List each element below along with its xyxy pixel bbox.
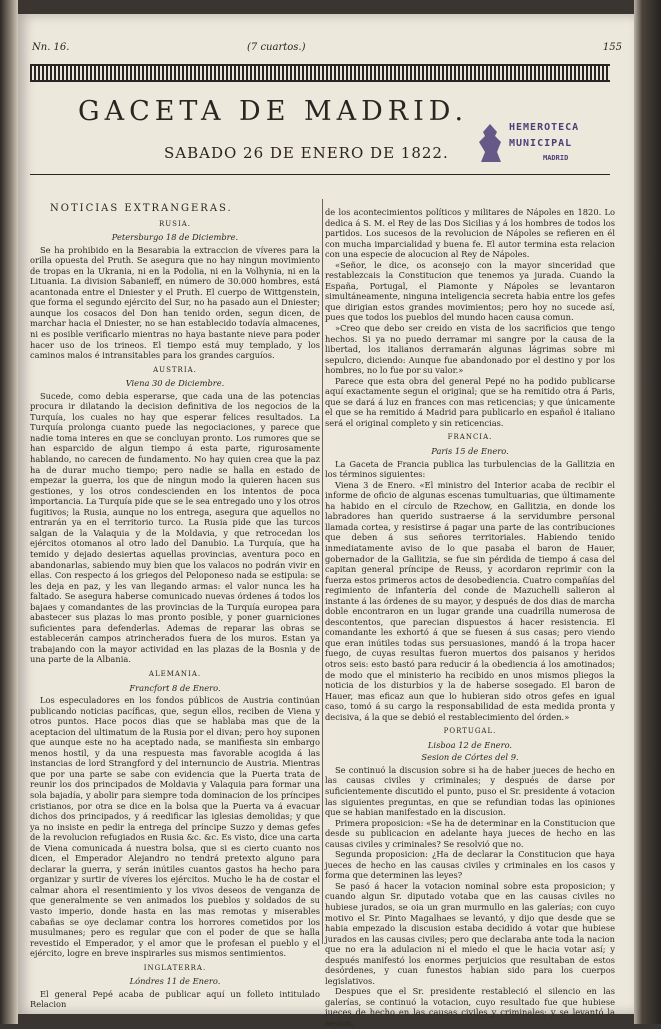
price: (7 cuartos.) [247, 42, 306, 53]
section-francia: FRANCIA. [447, 433, 493, 442]
article-paragraph: Despues que el Sr. presidente restableció el silencio en las galerías, se continuó la votacion, cuyo resultado fue que hubiese jueces de hecho en las causas civiles y criminales; y se levantó la sesion. [325, 986, 615, 1029]
article-paragraph: Viena 3 de Enero. «El ministro del Interior acaba de recibir el informe de oficio de algunas escenas tumultuarias, que últimamente ha habido en el círculo de Rzechow, en Gallitzia, en donde los labradores han querido sustraerse á la servidumbre personal llamada cortea, y resistirse á pagar una parte de las contribuciones que deben á sus señores territoriales. Habiendo tenido inmediatamente aviso de lo que pasaba el baron de Hauer, gobernador de la Gallitzia, se fue sin pérdida de tiempo á casa del capitan general príncipe de Reuss, y acordaron reprimir con la fuerza estos primeros actos de desobediencia. Cuatro compañías del regimiento de infantería del conde de Mazuchelli salieron al instante á las órdenes de su mayor, y después de dos dias de marcha doble encontraron en un lugar grande una cuadrilla numerosa de descontentos, que parecian dispuestos á hacer resistencia. El comandante les exhortó á que se fuesen á sus casas; pero viendo que eran inútiles todas sus persuasiones, mandó á la tropa hacer fuego, de cuyas resultas fueron muertos dos paisanos y heridos otros seis: esto bastó para reducir á la obediencia á los amotinados; de modo que el ministerio ha recibido en unos mismos pliegos la noticia de los disturbios y la de haberse sosegado. El baron de Hauer, mas eficaz aun que lo hubieran sido otros gefes en igual caso, tomó á su cargo la responsabilidad de esta medida pronta y decisiva, á la que se debió el restablecimiento del órden.» [325, 479, 615, 722]
dateline: Paris 15 de Enero. [431, 446, 509, 457]
header-divider [30, 174, 610, 175]
section-portugal: PORTUGAL. [443, 727, 497, 736]
article-paragraph: Se continuó la discusion sobre si ha de haber jueces de hecho en las causas civiles y criminales; y después de darse por suficientemente discutido el punto, puso el Sr. presidente á votacion las siguientes preguntas, en que se refundian todas las opiniones que se habian manifestado en la discusion. [325, 764, 615, 818]
stamp-line-3: MADRID [543, 154, 569, 162]
article-paragraph: Sucede, como debia esperarse, que cada una de las potencias procura ir dilatando la decision definitiva de los negocios de la Turquía, los cuales no hay que esperar felices resultados. La Turquía prolonga cuanto puede las negociaciones, y parece que nadie toma interes en que se concluyan pronto. Los rumores que se han esparcido de algun tiempo á esta parte, rigurosamente hablando, no carecen de fundamento. No hay quien crea que la paz ha de durar mucho tiempo; pero nadie se halla en estado de empezar la guerra, los que de ningun modo la quieren hacen sus gestiones, y los otros condescienden en los intentos de poca importancia. La Turquía pide que se le sea entregado uno y los otros fugitivos; la Rusia, aunque no los entrega, asegura que aquellos no entrarán ya en el territorio turco. La Rusia pide que las turcos salgan de la Valaquia y de la Moldavia, y que retrocedan los ejércitos otomanos al otro lado del Danubio. La Turquía, que ha temido y dejado desiertas aquellas provincias, aventura poco en abandonarlas, sabiendo muy bien que los valacos no podrán vivir en ellas. Con respecto á los griegos del Peloponeso nada se estipula: se les deja en paz, y les van llegando armas: el valor nunca les ha faltado. Se asegura haberse comunicado nuevas órdenes á todos los bajaes y comandantes de las provincias de la Turquía europea para abastecer sus plazas lo mas pronto posible, y poner guarniciones suficientes para defenderlas. Ademas de reparar las obras se establecerán campos atrincherados fuera de los muros. Estan ya trabajando con la mayor actividad en las plazas de la Bosnia y de una parte de la Albania. [30, 390, 320, 665]
article-paragraph: Se pasó á hacer la votacion nominal sobre esta proposicion; y cuando algun Sr. diputado votaba que en las causas civiles no hubiese jurados, se oia un gran murmullo en las galerías; con cuyo motivo el Sr. Pinto Magalhaes se levantó, y dijo que desde que se habia empezado la discusion estaba decidido á votar que hubiese jurados en las causas civiles; pero que declaraba ante toda la nacion que no era la adulacion ni el miedo el que le hacia votar así; y después manifestó los enormes perjuicios que resultaban de estos desórdenes, y cuan funestos habian sido para los cuerpos legislativos. [325, 880, 615, 986]
masthead-title: GACETA DE MADRID. [78, 96, 469, 127]
article-paragraph: Parece que esta obra del general Pepé no ha podido publicarse aquí exactamente segun el original; que se ha remitido otra á Paris, que se dará á luz en frances con mas reticencias; y que únicamente el que se ha remitido á Madrid para publicarlo en español é italiano será el original completo y sin reticencias. [325, 375, 615, 428]
newspaper-page [18, 14, 634, 1029]
article-paragraph: El general Pepé acaba de publicar aquí un folleto intitulado Relacion [30, 988, 320, 1010]
dateline: Francfort 8 de Enero. [129, 682, 221, 693]
session-subheading: Sesion de Córtes del 9. [421, 752, 519, 763]
article-paragraph: La Gaceta de Francia publica las turbulencias de la Gallitzia en los términos siguientes: [325, 458, 615, 480]
article-paragraph: de los acontecimientos políticos y militares de Nápoles en 1820. Lo dedica á S. M. el Rey de las Dos Sicilias y á los hombres de todos los partidos. Los sucesos de la revolucion de Nápoles se refieren en él con mucha imparcialidad y buena fe. El autor termina esta relacion con una especie de alocucion al Rey de Nápoles. [325, 207, 615, 260]
section-austria: AUSTRIA. [153, 365, 197, 374]
dateline: Petersburgo 18 de Diciembre. [111, 232, 239, 243]
article-paragraph: »Creo que debo ser creido en vista de los sacrificios que tengo hechos. Si ya no puedo derramar mi sangre por la causa de la libertad, los italianos derramarán algunas lágrimas sobre mi sepulcro, diciendo: Aunque fue abandonado por el destino y por los hombres, no lo fue por su valor.» [325, 323, 615, 376]
right-column [325, 207, 615, 1029]
dateline: Lisboa 12 de Enero. [427, 739, 513, 750]
article-paragraph: Se ha prohibido en la Besarabia la extraccion de víveres para la orilla opuesta del Pruth. Se asegura que no hay ningun movimiento de tropas en la Ukrania, ni en la Podolia, ni en la Volhynia, ni en la Lituania. La division Sabanieff, en número de 30.000 hombres, está acantonada entre el Dniester y el Pruth. El cuerpo de Wittgenstein, que forma el segundo ejército del Sur, no ha pasado aun el Dniester; aunque los cosacos del Don han tenido orden, segun dicen, de marchar hacia el Dniester, no se han establecido todavía almacenes, ni es posible verificarlo mientras no haya bastante nieve para poder hacer uso de los trineos. El tiempo está muy templado, y los caminos malos é intransitables para los grandes carguíos. [30, 244, 320, 361]
issue-date: SABADO 26 DE ENERO DE 1822. [164, 144, 449, 162]
page-number: 155 [602, 42, 622, 53]
page-edge [634, 0, 661, 1024]
article-paragraph: «Señor, le dice, os aconsejo con la mayor sinceridad que restablezcais la Constitucion que tenemos ya jurada. Cuando la España, Portugal, el Piamonte y Nápoles se levantaron simultáneamente, ninguna inteligencia secreta habia entre los gefes que dirigian estos grandes movimientos; pero hoy no sucede así, pues que todos los pueblos del mundo hacen causa comun. [325, 259, 615, 323]
left-column [30, 204, 320, 1010]
article-paragraph: Primera proposicion: «Se ha de determinar en la Constitucion que desde su publicacion en adelante haya jueces de hecho en las causas civiles y criminales? Se resolvió que no. [325, 817, 615, 849]
stamp-line-2: MUNICIPAL [509, 138, 573, 149]
dateline: Lóndres 11 de Enero. [129, 976, 221, 987]
issue-number: Nn. 16. [32, 42, 70, 53]
page-header [32, 42, 622, 58]
section-heading: NOTICIAS EXTRANGERAS. [50, 203, 233, 214]
section-rusia: RUSIA. [158, 219, 191, 228]
article-paragraph: Los especuladores en los fondos públicos de Austria continúan publicando noticias pacíficas, que, segun ellos, reciben de Viena y otros puntos. Hace pocos dias que se hablaba mas que de la aceptacion del ultimatum de la Rusia por el divan; pero hoy suponen que aunque este no ha aceptado nada, se manifiesta sin embargo menos hostil, y da una respuesta mas favorable acogida á las instancias de lord Strangford y del internuncio de Austria. Mientras que por una parte se sabe con evidencia que la Puerta trata de reunir los dos principados de Moldavia y Valaquia para formar una sola bajadía, y abolir para siempre toda dominacion de los príncipes cristianos, por otra se dice en la bolsa que la Puerta va á evacuar dichos dos principados, y á reedificar las iglesias demolidas; y que ya no insiste en pedir la entrega del príncipe Suzzo y demas gefes de la revolucion refugiados en Rusia &c. &c. Es visto, dice una carta de Viena comunicada á nuestra bolsa, que si es cierto cuanto nos dicen, el Emperador Alejandro no tendrá pretexto alguno para declarar la guerra, y serán inútiles cuantos gastos ha hecho para organizar y surtir de víveres los ejércitos. Mucho le ha de costar el calmar ahora el resentimiento y los vivos deseos de venganza de que generalmente se ven animados los pueblos y soldados de su vasto imperio, donde hasta en las mas remotas y miserables cabañas se oye declamar contra los horrores cometidos por los musulmanes; pero es regular que con el poder de que se halla revestido el Emperador, y el amor que le profesan el pueblo y el ejército, logre en breve inspirarles sus mismos sentimientos. [30, 695, 320, 959]
library-stamp [473, 118, 623, 174]
section-inglaterra: INGLATERRA. [143, 963, 207, 972]
column-divider [322, 199, 323, 944]
article-paragraph: Segunda proposicion: ¿Ha de declarar la Constitucion que haya jueces de hecho en las causas civiles y criminales en los casos y forma que determinen las leyes? [325, 849, 615, 881]
section-alemania: ALEMANIA. [148, 669, 202, 678]
stamp-line-1: HEMEROTECA [509, 122, 580, 133]
book-spine [0, 0, 18, 1024]
ornamental-rule [30, 64, 610, 82]
seal-icon [475, 122, 505, 166]
dateline: Viena 30 de Diciembre. [125, 378, 225, 389]
